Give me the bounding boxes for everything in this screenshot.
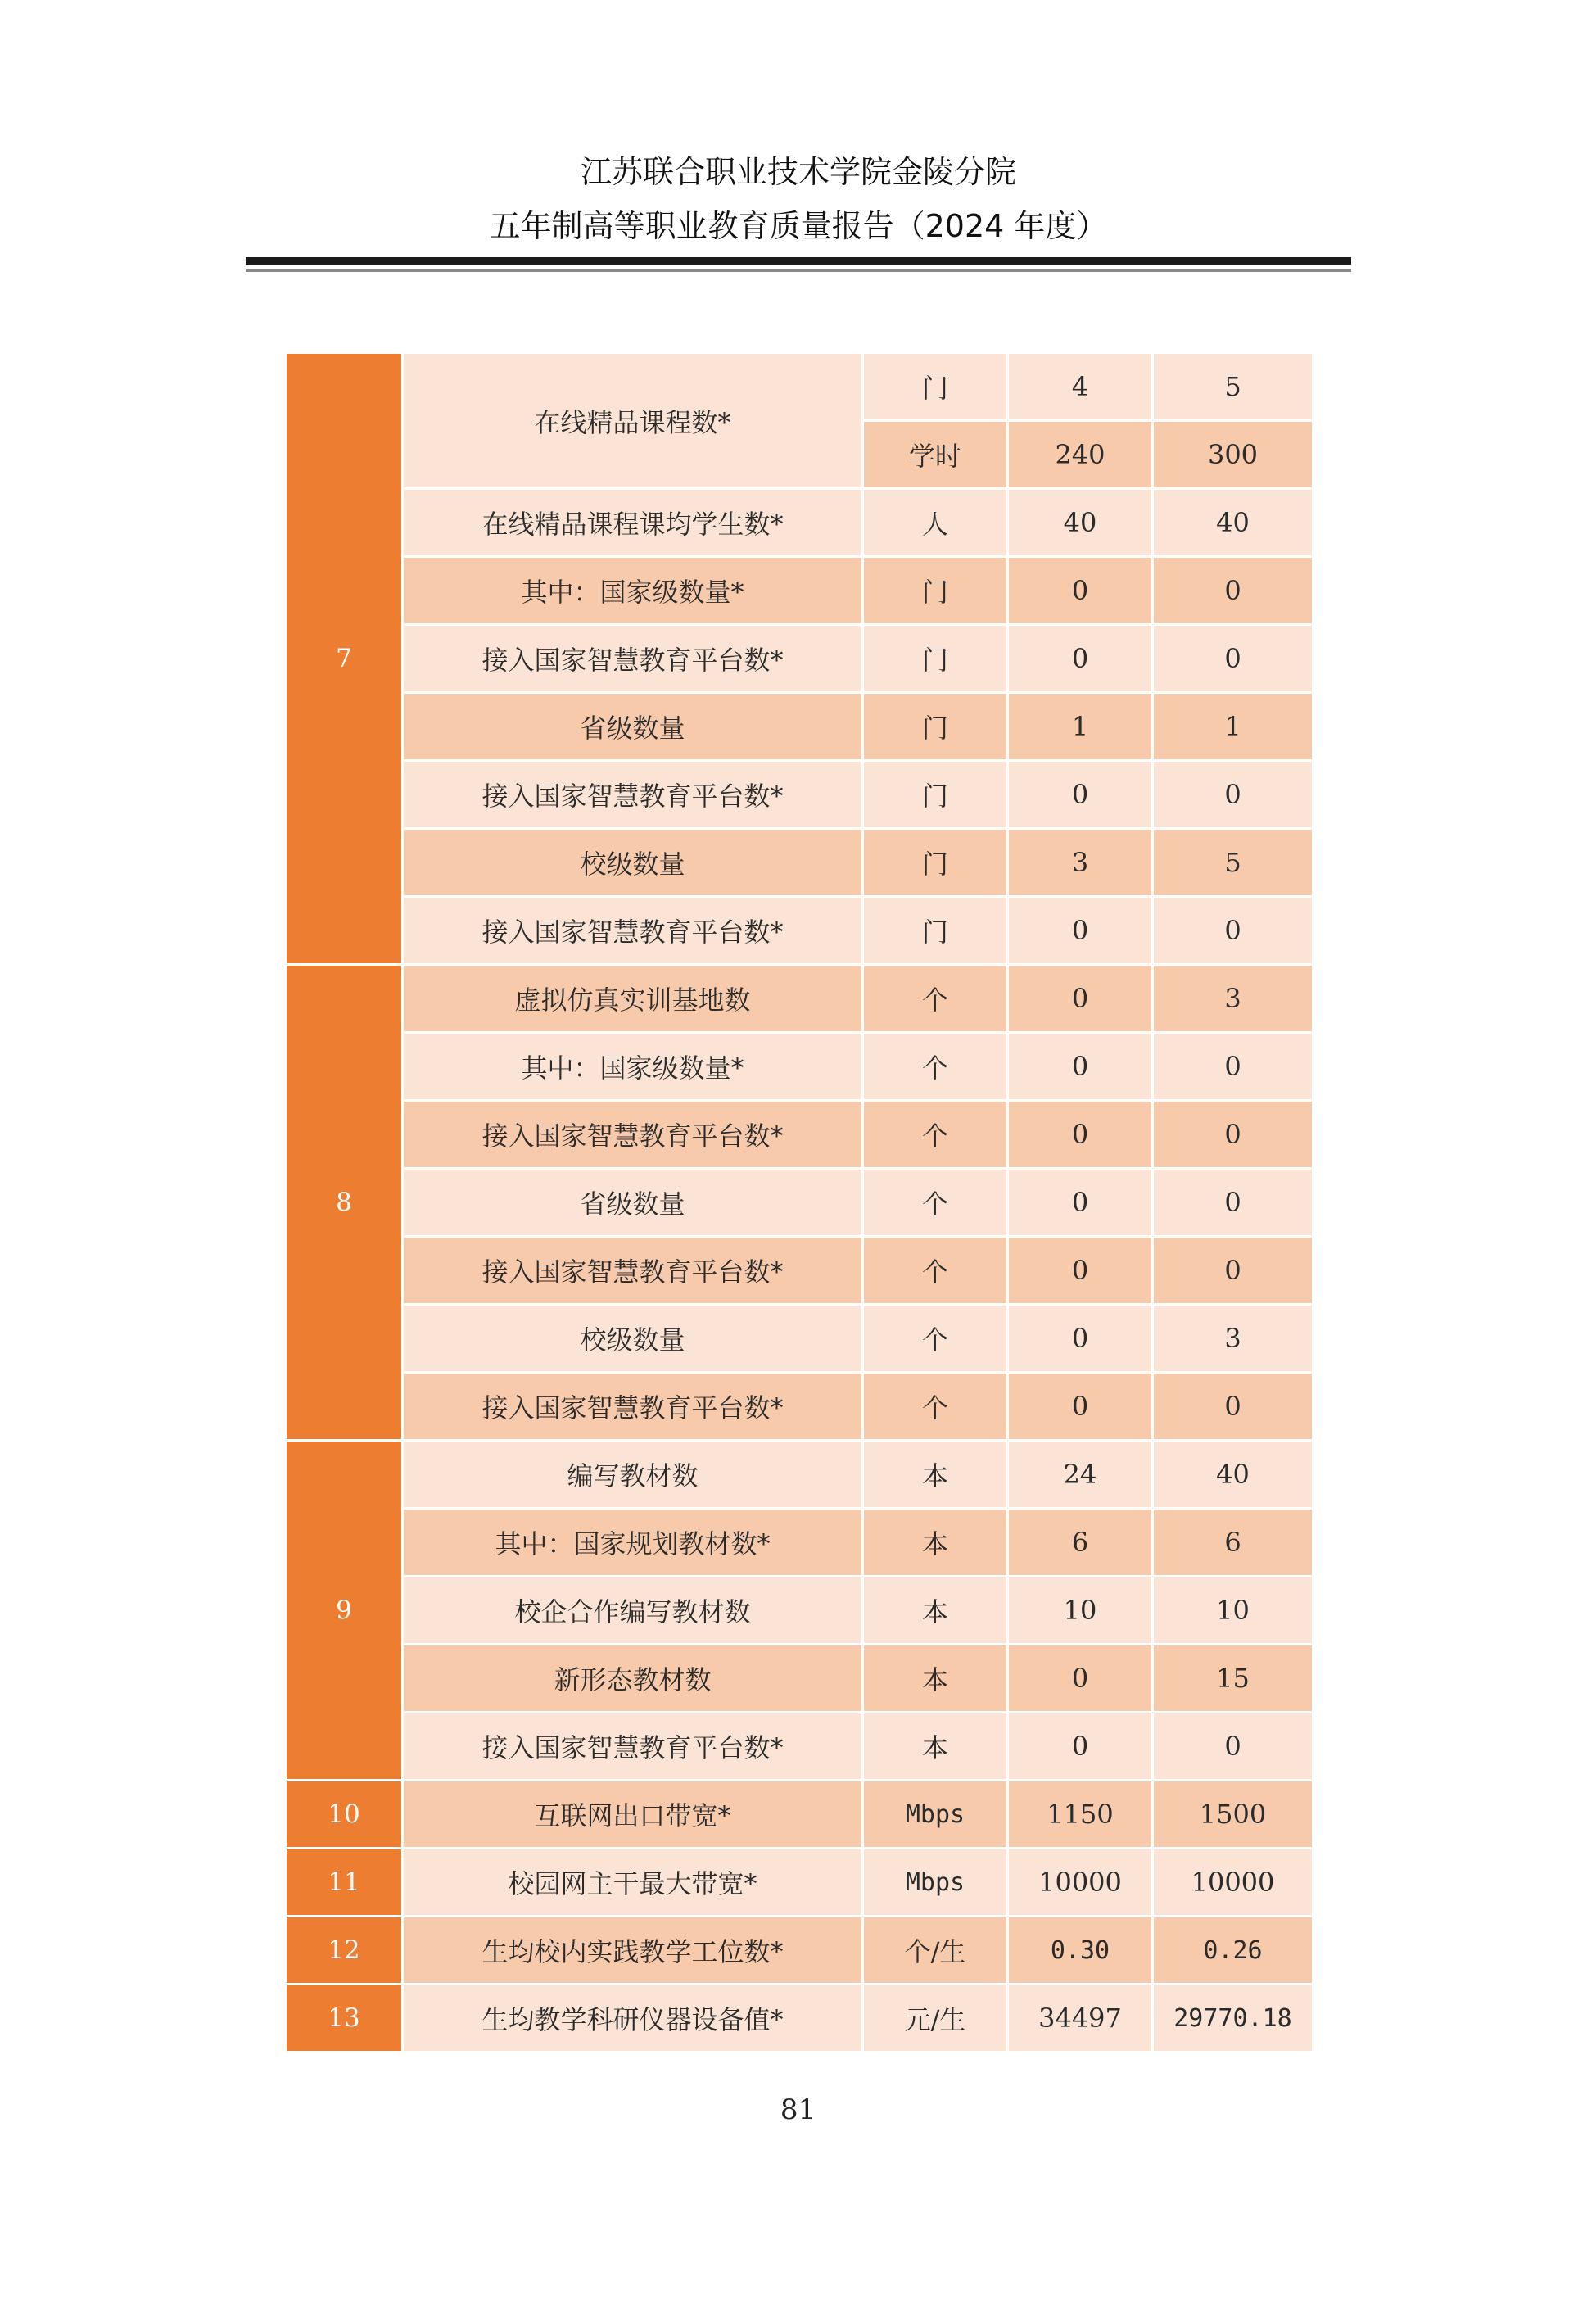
unit-cell: 个 [863,1101,1008,1169]
table-row [286,353,1313,421]
value-cell: 6 [1153,1509,1313,1577]
unit-cell: 个 [863,1305,1008,1373]
value-cell: 0 [1008,557,1153,625]
table-row [286,1577,1313,1645]
value-cell: 34497 [1008,1985,1153,2053]
value-cell: 10 [1008,1577,1153,1645]
unit-cell: Mbps [863,1849,1008,1917]
indicator-name: 接入国家智慧教育平台数* [403,625,863,693]
index-cell: 11 [286,1849,403,1917]
indicator-name: 编写教材数 [403,1441,863,1509]
value-cell: 0 [1153,1033,1313,1101]
value-cell: 0 [1153,1373,1313,1441]
indicator-name: 其中：国家级数量* [403,1033,863,1101]
table-row [286,1917,1313,1985]
value-cell: 0 [1008,1169,1153,1237]
unit-cell: 个/生 [863,1917,1008,1985]
value-cell: 6 [1008,1509,1153,1577]
header-rule-thick [246,257,1351,265]
table-row [286,1985,1313,2053]
table-row [286,1713,1313,1781]
value-cell: 0 [1008,1033,1153,1101]
unit-cell: 学时 [863,421,1008,489]
indicator-name: 校园网主干最大带宽* [403,1849,863,1917]
value-cell: 29770.18 [1153,1985,1313,2053]
index-cell: 8 [286,965,403,1441]
value-cell: 0 [1153,557,1313,625]
indicator-name: 新形态教材数 [403,1645,863,1713]
indicator-name: 其中：国家级数量* [403,557,863,625]
table-row [286,1373,1313,1441]
value-cell: 10000 [1153,1849,1313,1917]
indicator-name: 接入国家智慧教育平台数* [403,1373,863,1441]
value-cell: 0 [1153,1169,1313,1237]
value-cell: 4 [1008,353,1153,421]
value-cell: 0 [1008,1373,1153,1441]
value-cell: 0 [1008,1237,1153,1305]
unit-cell: 本 [863,1645,1008,1713]
value-cell: 0.30 [1008,1917,1153,1985]
value-cell: 40 [1153,1441,1313,1509]
indicator-name: 生均校内实践教学工位数* [403,1917,863,1985]
value-cell: 3 [1008,829,1153,897]
table-row [286,1849,1313,1917]
header-school-name: 江苏联合职业技术学院金陵分院 [580,154,1016,190]
table-row [286,761,1313,829]
table-row [286,1033,1313,1101]
indicator-name: 省级数量 [403,693,863,761]
indicator-name: 校企合作编写教材数 [403,1577,863,1645]
table-row [286,1509,1313,1577]
table-row [286,897,1313,965]
indicator-name: 校级数量 [403,1305,863,1373]
value-cell: 0 [1153,1101,1313,1169]
value-cell: 15 [1153,1645,1313,1713]
value-cell: 0 [1008,1713,1153,1781]
value-cell: 0 [1153,1713,1313,1781]
table-row [286,1237,1313,1305]
indicator-name: 在线精品课程数* [403,353,863,489]
report-header [246,147,1351,251]
indicator-name: 接入国家智慧教育平台数* [403,1101,863,1169]
index-cell: 7 [286,353,403,965]
quality-indicator-table [284,351,1314,2053]
unit-cell: 本 [863,1441,1008,1509]
unit-cell: 元/生 [863,1985,1008,2053]
value-cell: 10 [1153,1577,1313,1645]
indicator-name: 生均教学科研仪器设备值* [403,1985,863,2053]
value-cell: 300 [1153,421,1313,489]
index-cell: 10 [286,1781,403,1849]
indicator-name: 接入国家智慧教育平台数* [403,1237,863,1305]
page-number: 81 [780,2093,816,2126]
table-row [286,829,1313,897]
indicator-name: 校级数量 [403,829,863,897]
value-cell: 0 [1008,965,1153,1033]
value-cell: 0 [1153,761,1313,829]
table-row [286,1645,1313,1713]
unit-cell: 门 [863,625,1008,693]
value-cell: 40 [1153,489,1313,557]
unit-cell: 个 [863,1169,1008,1237]
value-cell: 0 [1153,625,1313,693]
unit-cell: 本 [863,1577,1008,1645]
value-cell: 0 [1008,1645,1153,1713]
table-row [286,625,1313,693]
index-cell: 9 [286,1441,403,1781]
indicator-name: 接入国家智慧教育平台数* [403,761,863,829]
value-cell: 3 [1153,965,1313,1033]
unit-cell: 门 [863,353,1008,421]
indicator-name: 在线精品课程课均学生数* [403,489,863,557]
value-cell: 1500 [1153,1781,1313,1849]
header-report-title: 五年制高等职业教育质量报告（2024 年度） [489,208,1108,244]
unit-cell: 门 [863,557,1008,625]
value-cell: 1 [1008,693,1153,761]
unit-cell: 门 [863,693,1008,761]
value-cell: 24 [1008,1441,1153,1509]
value-cell: 0 [1008,625,1153,693]
indicator-name: 虚拟仿真实训基地数 [403,965,863,1033]
index-cell: 13 [286,1985,403,2053]
value-cell: 1150 [1008,1781,1153,1849]
value-cell: 10000 [1008,1849,1153,1917]
value-cell: 0.26 [1153,1917,1313,1985]
indicator-name: 其中：国家规划教材数* [403,1509,863,1577]
value-cell: 240 [1008,421,1153,489]
unit-cell: 个 [863,1237,1008,1305]
value-cell: 0 [1008,1305,1153,1373]
unit-cell: 个 [863,1033,1008,1101]
unit-cell: 门 [863,761,1008,829]
table-row [286,489,1313,557]
value-cell: 0 [1153,897,1313,965]
unit-cell: 个 [863,1373,1008,1441]
value-cell: 5 [1153,353,1313,421]
unit-cell: 门 [863,829,1008,897]
table-row [286,693,1313,761]
header-rule-thin [246,269,1351,272]
table-row [286,965,1313,1033]
table-row [286,1781,1313,1849]
indicator-name: 接入国家智慧教育平台数* [403,1713,863,1781]
index-cell: 12 [286,1917,403,1985]
value-cell: 0 [1008,897,1153,965]
value-cell: 0 [1153,1237,1313,1305]
table-row [286,557,1313,625]
unit-cell: 个 [863,965,1008,1033]
value-cell: 5 [1153,829,1313,897]
unit-cell: 人 [863,489,1008,557]
value-cell: 40 [1008,489,1153,557]
unit-cell: 本 [863,1713,1008,1781]
table-row [286,1305,1313,1373]
unit-cell: 本 [863,1509,1008,1577]
indicator-name: 接入国家智慧教育平台数* [403,897,863,965]
unit-cell: 门 [863,897,1008,965]
value-cell: 0 [1008,761,1153,829]
table-row [286,1441,1313,1509]
value-cell: 0 [1008,1101,1153,1169]
indicator-name: 互联网出口带宽* [403,1781,863,1849]
unit-cell: Mbps [863,1781,1008,1849]
value-cell: 3 [1153,1305,1313,1373]
table-row [286,1101,1313,1169]
value-cell: 1 [1153,693,1313,761]
table-row [286,1169,1313,1237]
indicator-name: 省级数量 [403,1169,863,1237]
